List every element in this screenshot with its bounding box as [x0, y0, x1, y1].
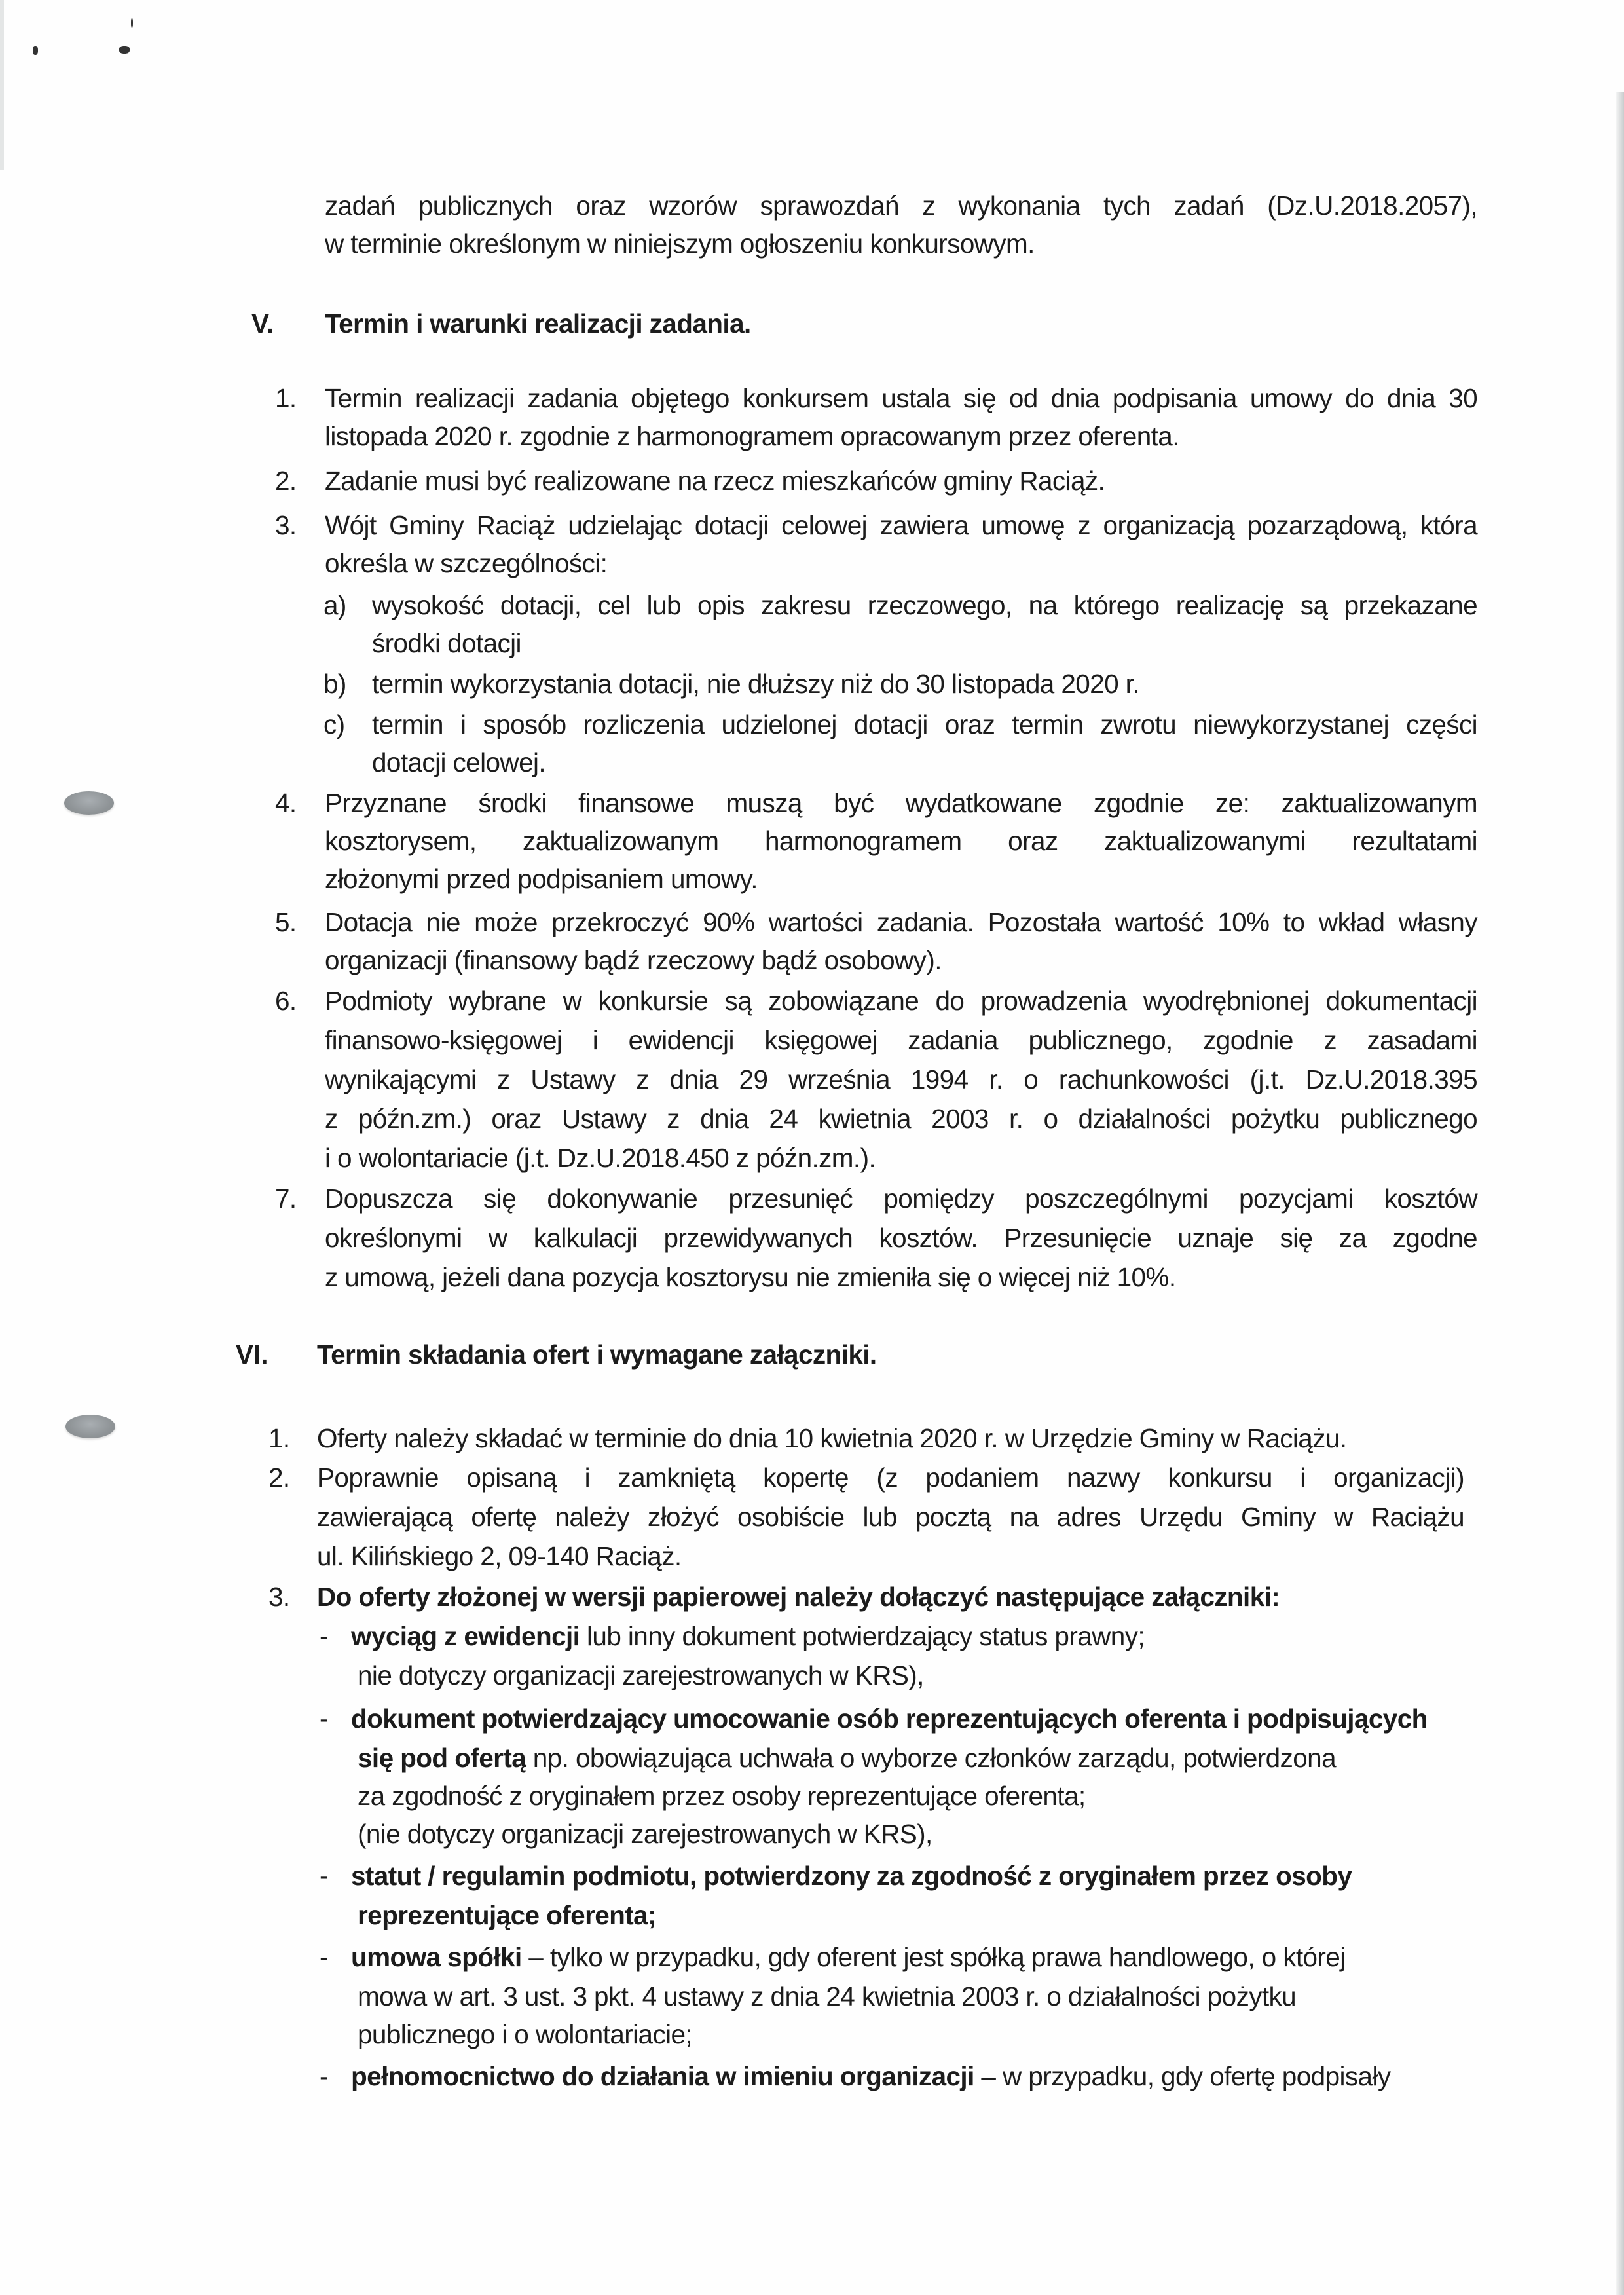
section-heading: Termin i warunki realizacji zadania. [325, 308, 751, 339]
bullet-dash: - [320, 1621, 328, 1651]
list-number: 2. [275, 466, 297, 496]
bullet-dash: - [320, 1861, 328, 1891]
list-item-text: złożonymi przed podpisaniem umowy. [325, 864, 758, 894]
intro-line: w terminie określonym w niniejszym ogłoszeniu konkursowym. [325, 229, 1035, 259]
scan-edge-right [1616, 92, 1624, 2295]
list-number: 3. [268, 1582, 290, 1612]
scan-speck [33, 46, 38, 55]
list-item-text: z umową, jeżeli dana pozycja kosztorysu nie zmieniła się o więcej niż 10%. [325, 1262, 1176, 1292]
list-item-text: listopada 2020 r. zgodnie z harmonogramem opracowanym przez oferenta. [325, 421, 1179, 451]
intro-line: zadań publicznych oraz wzorów sprawozdań z wykonania tych zadań (Dz.U.2018.2057), [325, 191, 1477, 221]
sublist-letter: c) [323, 709, 345, 739]
punch-hole-top [64, 791, 114, 815]
bullet-text: mowa w art. 3 ust. 3 pkt. 4 ustawy z dnia 24 kwietnia 2003 r. o działalności pożytku [358, 1981, 1297, 2011]
list-item-text: Zadanie musi być realizowane na rzecz mieszkańców gminy Raciąż. [325, 466, 1105, 496]
bullet-rest-text: – tylko w przypadku, gdy oferent jest spółką prawa handlowego, o której [521, 1942, 1346, 1972]
bullet-bold-text: wyciąg z ewidencji [351, 1621, 580, 1651]
list-number: 4. [275, 788, 297, 818]
bullet-text: nie dotyczy organizacji zarejestrowanych w KRS), [358, 1660, 924, 1690]
bullet-rest-text: np. obowiązująca uchwała o wyborze członków zarządu, potwierdzona [526, 1743, 1337, 1773]
list-item-text: zawierającą ofertę należy złożyć osobiście lub pocztą na adres Urzędu Gminy w Raciążu [317, 1502, 1464, 1532]
list-item-text: Termin realizacji zadania objętego konkursem ustala się od dnia podpisania umowy do dnia 30 [325, 383, 1477, 413]
bullet-rest-text: – w przypadku, gdy ofertę podpisały [974, 2061, 1391, 2091]
section-numeral: V. [251, 308, 274, 339]
list-number: 2. [268, 1463, 290, 1493]
scan-speck [119, 46, 130, 54]
list-item-text: Poprawnie opisaną i zamkniętą kopertę (z podaniem nazwy konkursu i organizacji) [317, 1463, 1464, 1493]
list-item-text: kosztorysem, zaktualizowanym harmonogramem oraz zaktualizowanymi rezultatami [325, 826, 1477, 856]
list-item-text: organizacji (finansowy bądź rzeczowy bądź osobowy). [325, 945, 942, 975]
bullet-text [351, 1939, 1346, 1976]
bullet-bold-text: reprezentujące oferenta; [358, 1900, 656, 1930]
bullet-dash: - [320, 1704, 328, 1734]
sublist-letter: b) [323, 669, 346, 699]
sublist-item-text: dotacji celowej. [372, 747, 546, 777]
list-item-text: wynikającymi z Ustawy z dnia 29 września 1994 r. o rachunkowości (j.t. Dz.U.2018.395 [325, 1064, 1477, 1094]
list-item-text: i o wolontariacie (j.t. Dz.U.2018.450 z późn.zm.). [325, 1143, 876, 1173]
sublist-item-text: środki dotacji [372, 628, 521, 658]
bullet-dash: - [320, 1942, 328, 1972]
bullet-text [351, 2058, 1391, 2095]
scan-edge-left [0, 0, 4, 170]
bullet-text [358, 1740, 1336, 1777]
bullet-bold-text: się pod ofertą [358, 1743, 526, 1773]
list-number: 7. [275, 1184, 297, 1214]
sublist-item-text: termin wykorzystania dotacji, nie dłuższy niż do 30 listopada 2020 r. [372, 669, 1139, 699]
punch-hole-bottom [65, 1415, 115, 1438]
list-item-text: Dopuszcza się dokonywanie przesunięć pomiędzy poszczególnymi pozycjami kosztów [325, 1184, 1477, 1214]
list-item-text: Oferty należy składać w terminie do dnia 10 kwietnia 2020 r. w Urzędzie Gminy w Raciążu. [317, 1423, 1347, 1453]
list-item-text: Przyznane środki finansowe muszą być wydatkowane zgodnie ze: zaktualizowanym [325, 788, 1477, 818]
section-heading: Termin składania ofert i wymagane załączniki. [317, 1339, 877, 1370]
list-number: 1. [268, 1423, 290, 1453]
bullet-bold-text: statut / regulamin podmiotu, potwierdzony za zgodność z oryginałem przez osoby [351, 1861, 1352, 1891]
bullet-bold-text: pełnomocnictwo do działania w imieniu organizacji [351, 2061, 974, 2091]
bullet-text: (nie dotyczy organizacji zarejestrowanych w KRS), [358, 1819, 932, 1849]
list-number: 5. [275, 907, 297, 937]
list-number: 1. [275, 383, 297, 413]
bullet-dash: - [320, 2061, 328, 2091]
list-item-text: z późn.zm.) oraz Ustawy z dnia 24 kwietnia 2003 r. o działalności pożytku publicznego [325, 1104, 1477, 1134]
bullet-rest-text: lub inny dokument potwierdzający status prawny; [580, 1621, 1145, 1651]
list-number: 3. [275, 510, 297, 540]
sublist-item-text: wysokość dotacji, cel lub opis zakresu rzeczowego, na którego realizację są przekazane [372, 590, 1477, 620]
section-numeral: VI. [236, 1339, 268, 1370]
list-item-text: Dotacja nie może przekroczyć 90% wartości zadania. Pozostała wartość 10% to wkład własny [325, 907, 1477, 937]
list-item-text: Do oferty złożonej w wersji papierowej należy dołączyć następujące załączniki: [317, 1582, 1280, 1612]
bullet-bold-text: umowa spółki [351, 1942, 522, 1972]
list-item-text: określa w szczególności: [325, 548, 608, 578]
bullet-bold-text: dokument potwierdzający umocowanie osób reprezentujących oferenta i podpisujących [351, 1704, 1428, 1734]
list-item-text: ul. Kilińskiego 2, 09-140 Raciąż. [317, 1541, 682, 1571]
list-item-text: określonymi w kalkulacji przewidywanych kosztów. Przesunięcie uznaje się za zgodne [325, 1223, 1477, 1253]
bullet-text: publicznego i o wolontariacie; [358, 2019, 693, 2049]
sublist-letter: a) [323, 590, 346, 620]
sublist-item-text: termin i sposób rozliczenia udzielonej dotacji oraz termin zwrotu niewykorzystanej części [372, 709, 1477, 739]
list-item-text: Wójt Gminy Raciąż udzielając dotacji celowej zawiera umowę z organizacją pozarządową, która [325, 510, 1477, 540]
list-item-text: Podmioty wybrane w konkursie są zobowiązane do prowadzenia wyodrębnionej dokumentacji [325, 986, 1477, 1016]
bullet-text: za zgodność z oryginałem przez osoby reprezentujące oferenta; [358, 1781, 1086, 1811]
list-item-text: finansowo-księgowej i ewidencji księgowej zadania publicznego, zgodnie z zasadami [325, 1025, 1477, 1055]
scan-speck [131, 18, 133, 28]
list-number: 6. [275, 986, 297, 1016]
bullet-text [351, 1618, 1145, 1655]
